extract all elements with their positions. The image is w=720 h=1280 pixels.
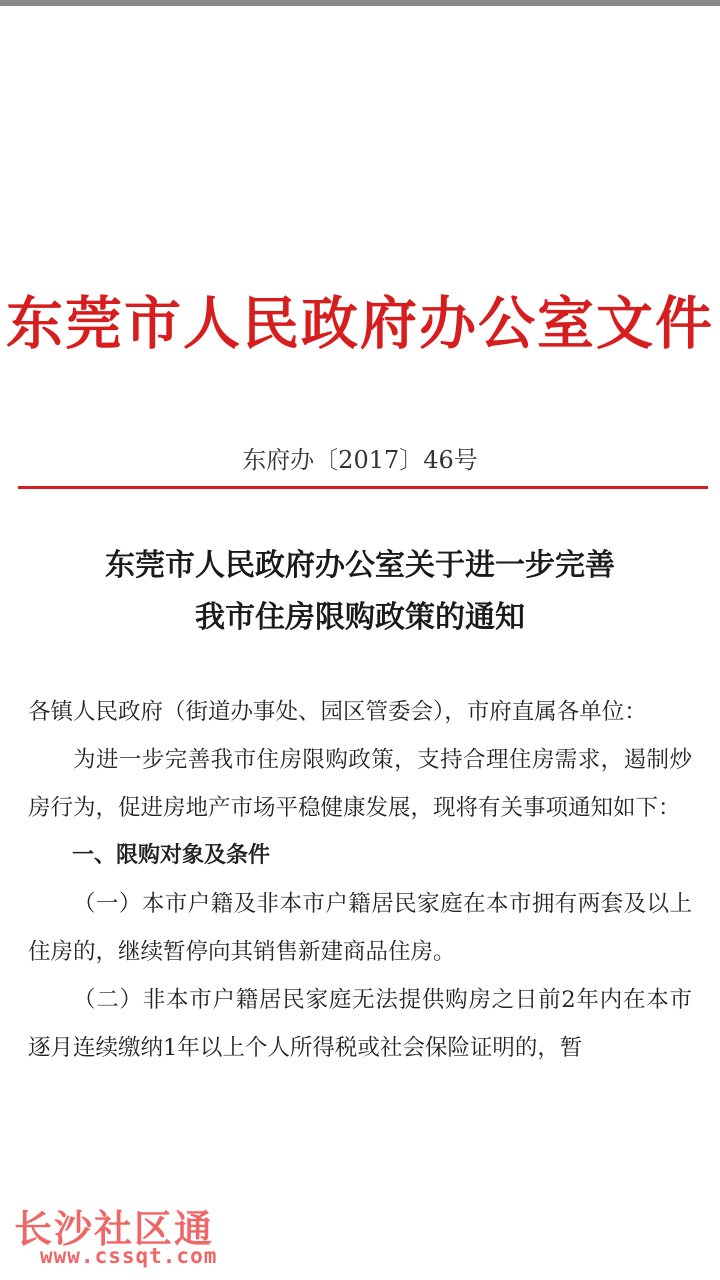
watermark-logo: 长沙社区通 [14, 1207, 215, 1251]
document-number: 东府办〔2017〕46号 [242, 446, 478, 474]
notice-title-line-2: 我市住房限购政策的通知 [195, 600, 525, 635]
watermark-url: www.cssqt.com [40, 1244, 218, 1268]
red-divider-line [18, 486, 708, 489]
notice-title [0, 540, 720, 644]
clause-2: （二）非本市户籍居民家庭无法提供购房之日前2年内在本市逐月连续缴纳1年以上个人所得税或社会保险证明的，暂 [28, 987, 692, 1061]
top-status-bar [0, 0, 720, 6]
notice-title-line-1: 东莞市人民政府办公室关于进一步完善 [105, 548, 615, 583]
intro-paragraph: 为进一步完善我市住房限购政策，支持合理住房需求，遏制炒房行为，促进房地产市场平稳健康发展，现将有关事项通知如下： [28, 747, 692, 821]
document-header-title: 东莞市人民政府办公室文件 [6, 290, 714, 357]
section-heading: 一、限购对象及条件 [72, 843, 271, 868]
document-body [28, 688, 692, 1072]
clause-1: （一）本市户籍及非本市户籍居民家庭在本市拥有两套及以上住房的，继续暂停向其销售新建商品住房。 [28, 891, 692, 965]
addressee-line: 各镇人民政府（街道办事处、园区管委会），市府直属各单位： [28, 699, 647, 725]
